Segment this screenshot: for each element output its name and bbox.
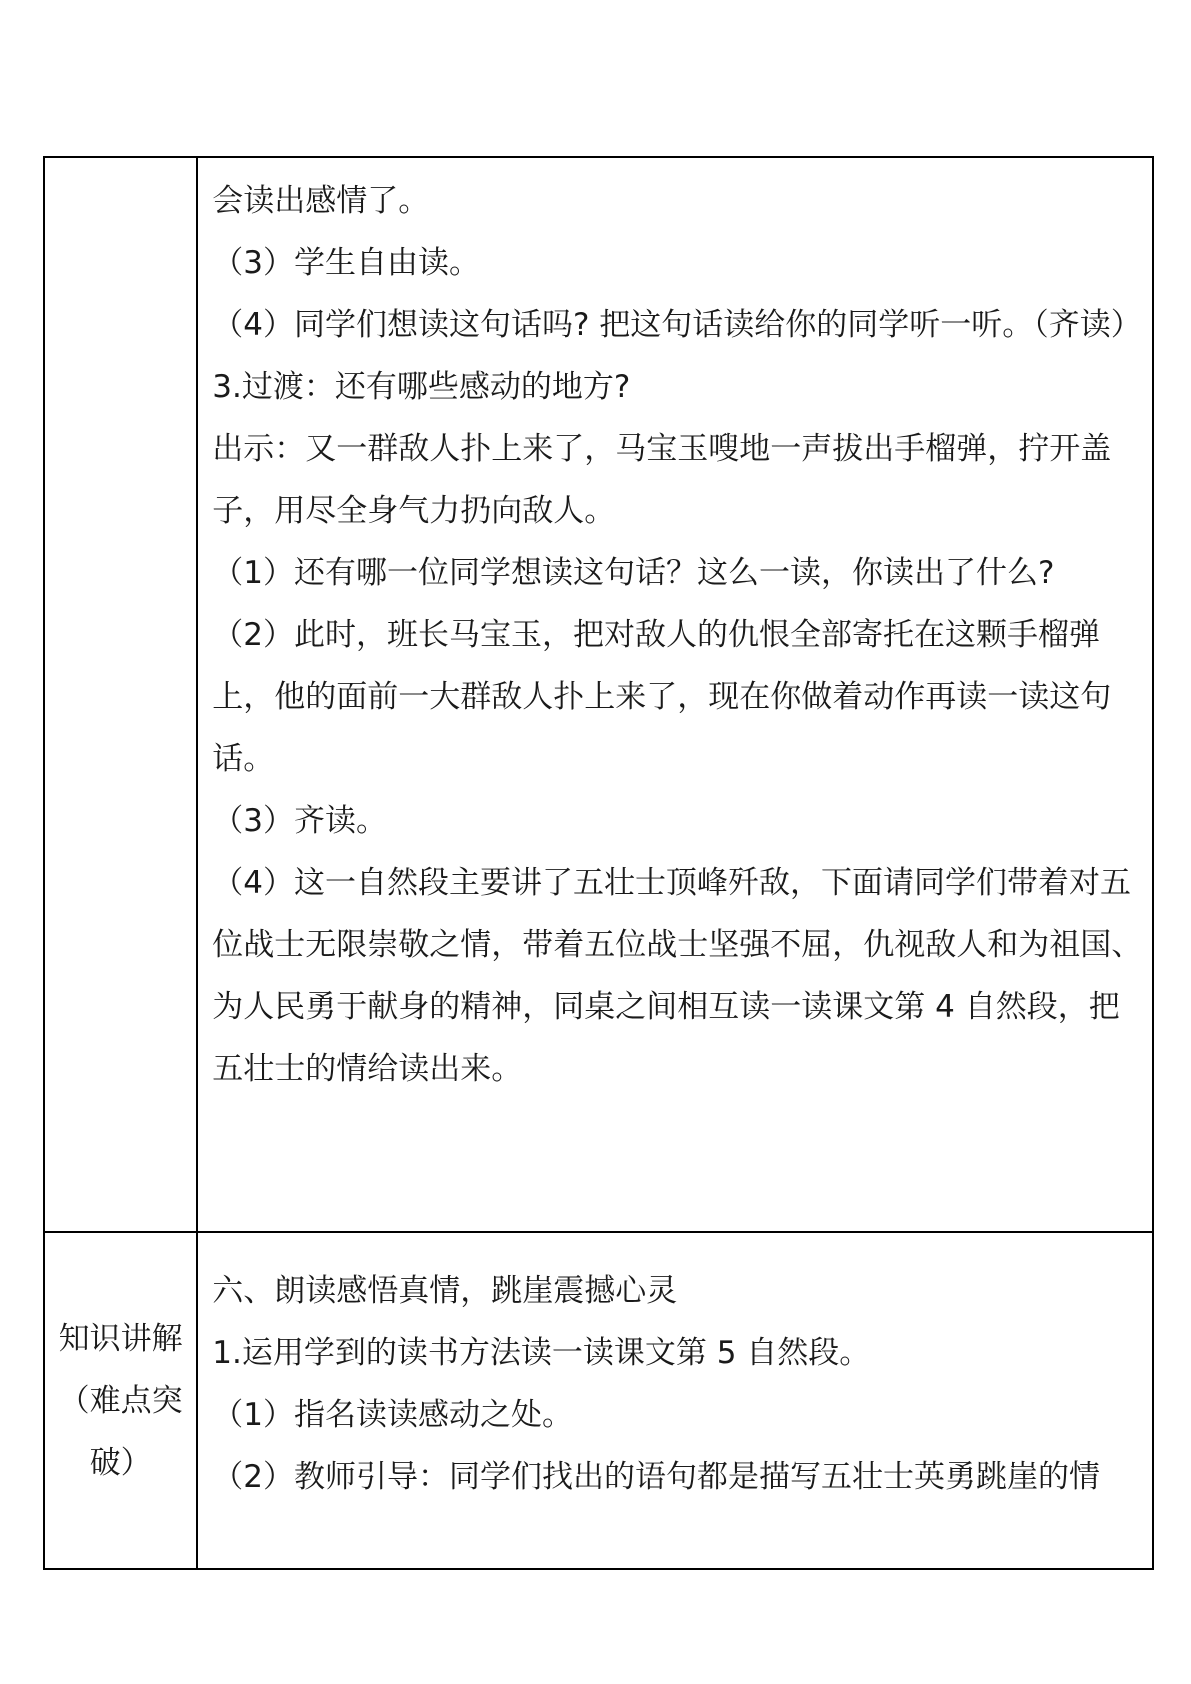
- content-paragraph: （4）同学们想读这句话吗? 把这句话读给你的同学听一听。（齐读）: [212, 307, 1142, 343]
- section-content-cell: [197, 1232, 1153, 1569]
- section-label-cell: [44, 1232, 197, 1569]
- content-paragraph: 3.过渡：还有哪些感动的地方?: [212, 369, 631, 405]
- content-paragraph: 会读出感情了。: [212, 183, 430, 219]
- content-paragraph: （2）教师引导：同学们找出的语句都是描写五壮士英勇跳崖的情: [212, 1459, 1100, 1495]
- lesson-plan-table: [43, 156, 1154, 1570]
- content-paragraph: 出示：又一群敌人扑上来了，马宝玉嗖地一声拔出手榴弹，拧开盖子，用尽全身气力扔向敌人。: [212, 431, 1112, 529]
- table-row: [44, 157, 1153, 1232]
- section-label-cell: [44, 157, 197, 1232]
- table-row: [44, 1232, 1153, 1569]
- content-paragraph: （1）指名读读感动之处。: [212, 1397, 573, 1433]
- content-paragraph: （4）这一自然段主要讲了五壮士顶峰歼敌，下面请同学们带着对五位战士无限崇敬之情，带着五位战士坚强不屈，仇视敌人和为祖国、为人民勇于献身的精神，同桌之间相互读一读课文第 4 自然段，把五壮士的情给读出来。: [212, 865, 1143, 1087]
- content-paragraph: （3）学生自由读。: [212, 245, 480, 281]
- content-paragraph: 1.运用学到的读书方法读一读课文第 5 自然段。: [212, 1335, 871, 1371]
- content-paragraph: （3）齐读。: [212, 803, 387, 839]
- section-heading: 六、朗读感悟真情，跳崖震撼心灵: [212, 1273, 678, 1309]
- section-label: 知识讲解（难点突破）: [58, 1320, 183, 1481]
- section-content-cell: [197, 157, 1153, 1232]
- content-paragraph: （1）还有哪一位同学想读这句话？这么一读，你读出了什么?: [212, 555, 1055, 591]
- content-paragraph: （2）此时，班长马宝玉，把对敌人的仇恨全部寄托在这颗手榴弹上，他的面前一大群敌人扑上来了，现在你做着动作再读一读这句话。: [212, 617, 1112, 777]
